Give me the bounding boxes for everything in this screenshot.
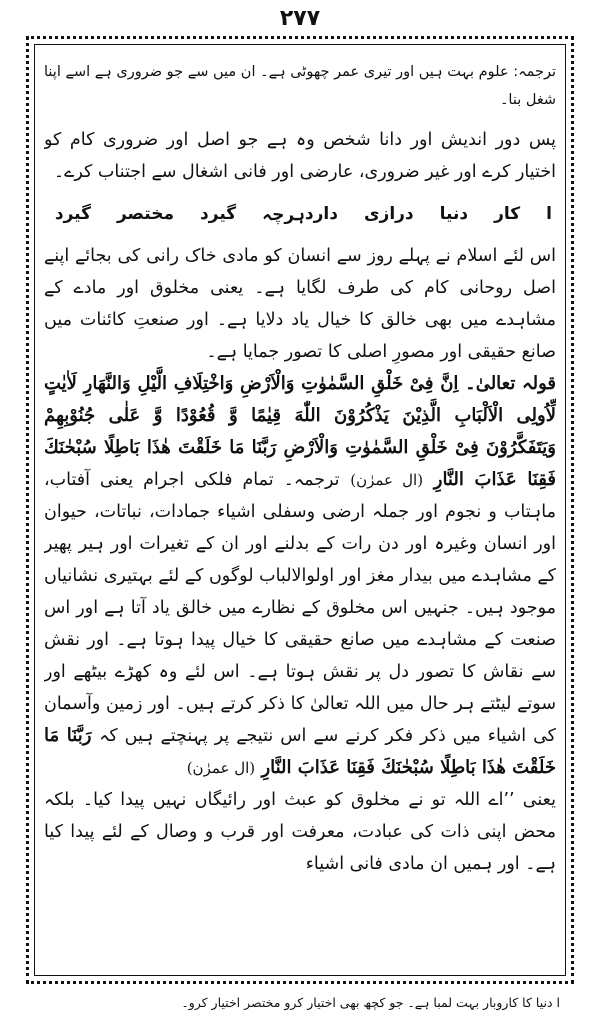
verse-word: دنیا	[439, 204, 469, 224]
verse-marker: ا	[546, 204, 552, 224]
verse-word: ہرچہ	[262, 204, 305, 225]
translation-1: ترجمہ: علوم بہت ہیں اور تیری عمر چھوٹی ہے۔ ان میں سے جو ضروری ہے اسے اپنا شغل بنا۔	[44, 64, 556, 108]
page-number: ۲۷۷	[279, 6, 321, 31]
page-content	[44, 58, 556, 963]
reference-1: (ال عمرٰن)	[350, 471, 424, 489]
reference-2: (ال عمرٰن)	[186, 759, 256, 777]
verse-word: کار	[494, 204, 521, 224]
quran-intro: قولہ تعالیٰ۔	[465, 373, 556, 394]
quran-verse-1: اِنَّ فِیْ خَلْقِ السَّمٰوٰتِ وَالْاَرْضِ وَاخْتِلَافِ الَّیْلِ وَالنَّهَارِ لَاٰیٰتٍ لِّاُولِی الْاَلْبَابِ الَّذِیْنَ یَذْكُرُوْنَ اللّٰهَ قِیٰمًا وَّ قُعُوْدًا وَّ عَلٰی جُنُوْبِهِمْ وَیَتَفَكَّرُوْنَ فِیْ خَلْقِ السَّمٰوٰتِ وَالْاَرْضِ رَبَّنَا مَا خَلَقْتَ هٰذَا بَاطِلًا سُبْحٰنَكَ فَقِنَا	[44, 373, 556, 490]
verse-word: گیرد	[200, 203, 237, 224]
verse-right-half	[305, 204, 552, 224]
translation-2: ترجمہ۔ تمام فلکی اجرام یعنی آفتاب، ماہتاب و نجوم اور جملہ ارضی وسفلی اشیاء جمادات، نباتات، حیوان اور انسان وغیرہ اور دن رات کے بدلنے اور ان کے تغیرات اور ہیر پھیر کے مشاہدے میں بیدار مغز اور اولوالالباب لوگوں کے لئے بہتیری نشانیاں موجود ہیں۔ جنہیں اس مخلوق کے نظارے میں خالق یاد آتا ہے اور اس صنعت کے مشاہدے میں صانع حقیقی کا خیال پیدا ہوتا ہے۔ اور نقش سے نقاش کا تصور دل پر نقش ہوتا ہے۔ اس لئے وہ کھڑے بیٹھے اور سوتے لیٹتے ہر حال میں اللہ تعالیٰ کا ذکر کرتے ہیں۔ اور زمین وآسمان کی اشیاء میں ذکر فکر کرنے سے اس نتیجے پر پہنچتے ہیں کہ	[44, 470, 556, 746]
quran-verse-2: رَبَّنَا مَا خَلَقْتَ هٰذَا بَاطِلًا سُبْحٰنَكَ فَقِنَا عَذَابَ النَّارِ	[44, 725, 556, 778]
paragraph-3: یعنی ’’اے اللہ تو نے مخلوق کو عبث اور رائیگاں نہیں پیدا کیا۔ بلکہ محض اپنی ذات کی عبادت، معرفت اور قرب و وصال کے لئے پیدا کیا ہے۔ اور ہمیں ان مادی فانی اشیاء	[44, 790, 556, 874]
verse-word: مختصر	[116, 203, 175, 224]
paragraph-1: پس دور اندیش اور دانا شخص وہ ہے جو اصل اور ضروری کام کو اختیار کرے اور غیر ضروری، عارضی اور فانی اشغال سے اجتناب کرے۔	[44, 130, 556, 182]
verse-word: درازی	[363, 204, 414, 224]
paragraph-2: اس لئے اسلام نے پہلے روز سے انسان کو مادی خاک رانی کی بجائے اپنے اصل روحانی کام کی طرف لگایا ہے۔ یعنی مخلوق اور مادے کے مشاہدے میں بھی خالق کا خیال یاد دلایا ہے۔ اور صنعتِ کائنات میں صانع حقیقی اور مصورِ اصلی کا تصور جمایا ہے۔	[44, 246, 556, 362]
persian-verse	[44, 188, 556, 240]
quran-block-1	[44, 368, 556, 784]
verse-word: گیرد	[54, 203, 91, 224]
verse-left-half	[55, 204, 305, 225]
verse-word: دارد	[304, 204, 338, 224]
quran-verse-1-end: عَذَابَ النَّارِ	[433, 469, 517, 490]
footnote: ا دنیا کا کاروبار بہت لمبا ہے۔ جو کچھ بھی اختیار کرو مختصر اختیار کرو۔	[181, 995, 560, 1010]
